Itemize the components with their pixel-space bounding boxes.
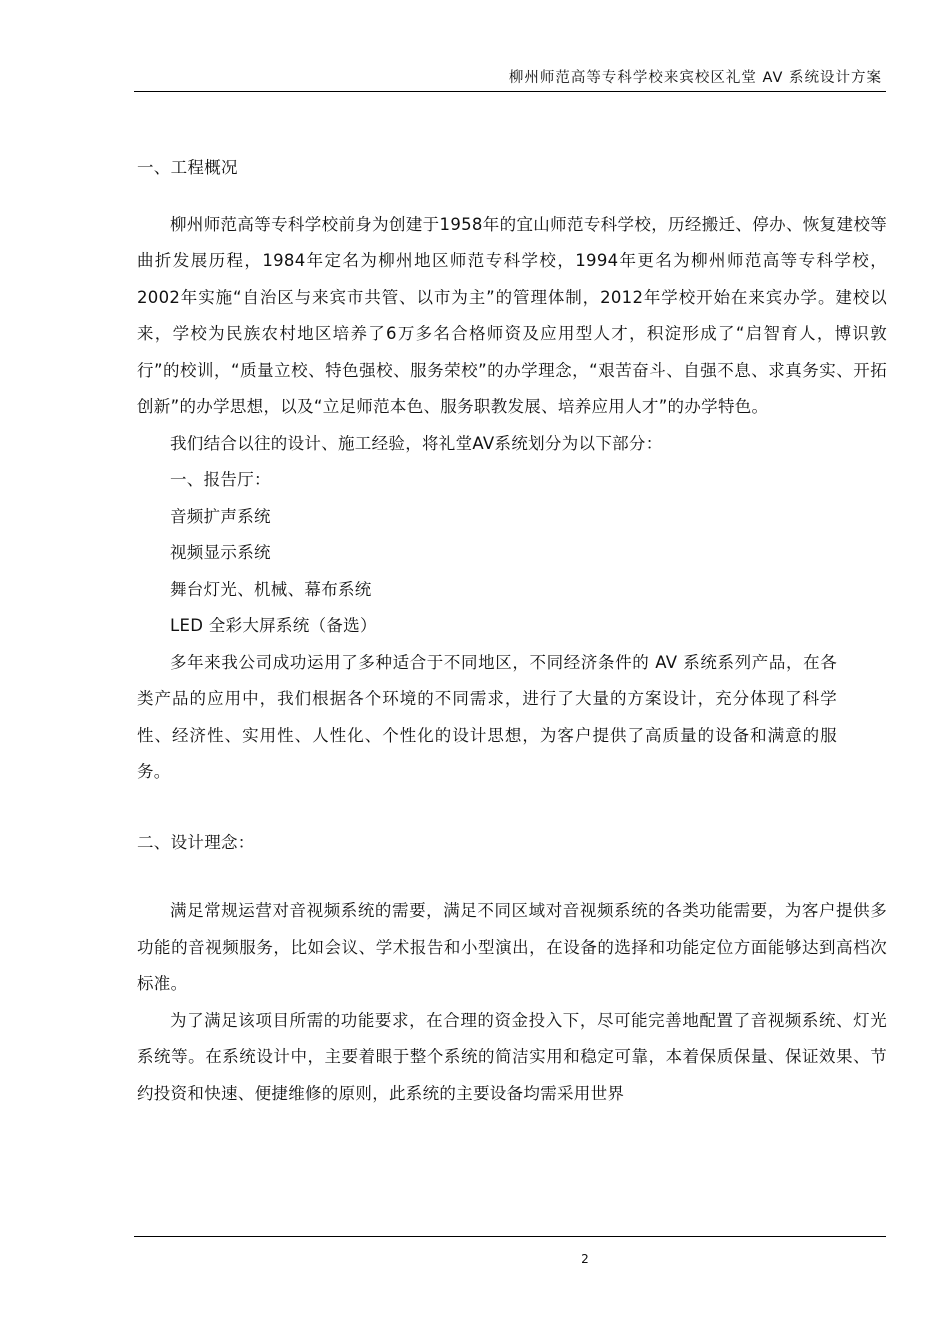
spacer: [137, 861, 887, 893]
list-item: LED 全彩大屏系统（备选）: [170, 616, 377, 635]
list-item: 视频显示系统: [170, 543, 271, 562]
design-concept-paragraph: 满足常规运营对音视频系统的需要，满足不同区域对音视频系统的各类功能需要，为客户提供多功能的音视频服务，比如会议、学术报告和小型演出，在设备的选择和功能定位方面能够达到高档次标准。: [137, 901, 887, 993]
company-experience-paragraph: 多年来我公司成功运用了多种适合于不同地区，不同经济条件的 AV 系统系列产品，在各类产品的应用中，我们根据各个环境的不同需求，进行了大量的方案设计，充分体现了科学性、经济性、实用性、人性化、个性化的设计思想，为客户提供了高质量的设备和满意的服务。: [137, 652, 837, 781]
section-heading-overview: 一、工程概况: [137, 158, 238, 177]
document-body: [137, 150, 887, 1112]
footer-divider: [134, 1236, 886, 1237]
list-item: 一、报告厅：: [170, 470, 271, 489]
header-divider: [134, 91, 886, 92]
spacer: [137, 791, 887, 825]
page-number: 2: [581, 1252, 589, 1266]
system-division-paragraph: 我们结合以往的设计、施工经验，将礼堂AV系统划分为以下部分：: [170, 433, 663, 453]
list-item: 音频扩声系统: [170, 506, 271, 526]
list-item: 舞台灯光、机械、幕布系统: [170, 579, 372, 599]
header-title: 柳州师范高等专科学校来宾校区礼堂 AV 系统设计方案: [508, 70, 882, 86]
design-principle-paragraph: 为了满足该项目所需的功能要求，在合理的资金投入下，尽可能完善地配置了音视频系统、灯光系统等。在系统设计中，主要着眼于整个系统的简洁实用和稳定可靠，本着保质保量、保证效果、节约投资和快速、便捷维修的原则，此系统的主要设备均需采用世界: [137, 1010, 887, 1103]
overview-paragraph: 柳州师范高等专科学校前身为创建于1958年的宜山师范专科学校，历经搬迁、停办、恢复建校等曲折发展历程，1984年定名为柳州地区师范专科学校，1994年更名为柳州师范高等专科学校，2002年实施“自治区与来宾市共管、以市为主”的管理体制，2012年学校开始在来宾办学。建校以来，学校为民族农村地区培养了6万多名合格师资及应用型人才，积淀形成了“启智育人，博识敦行”的校训，“质量立校、特色强校、服务荣校”的办学理念，“艰苦奋斗、自强不息、求真务实、开拓创新”的办学思想，以及“立足师范本色、服务职教发展、培养应用人才”的办学特色。: [137, 214, 887, 416]
spacer: [137, 187, 887, 207]
section-heading-design-concept: 二、设计理念：: [137, 832, 255, 852]
